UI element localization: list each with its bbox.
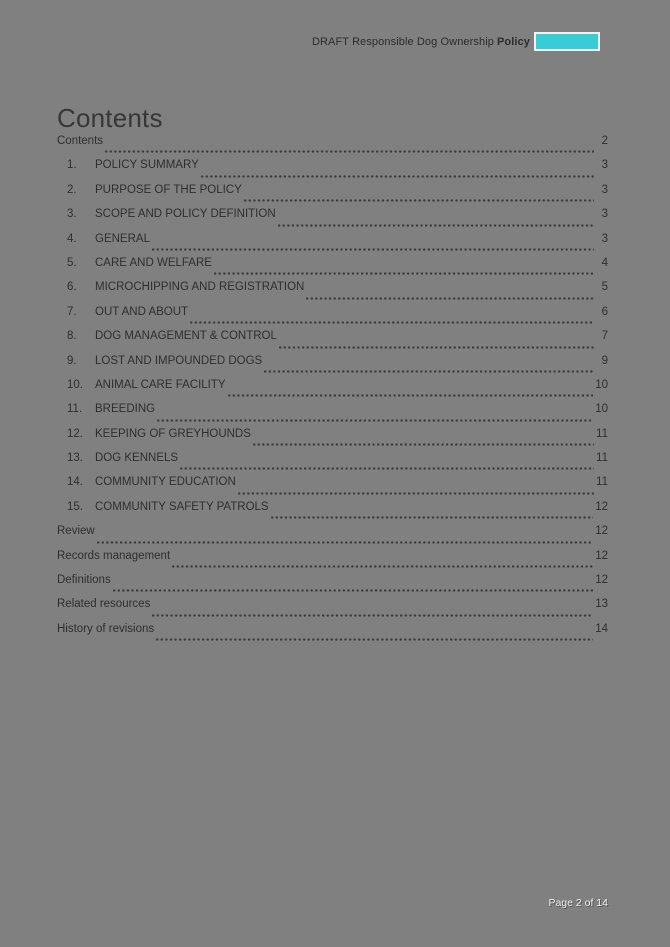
dot-leader — [271, 516, 594, 519]
header-title-bold: Policy — [496, 35, 530, 48]
toc-entry[interactable] — [57, 330, 608, 354]
toc-entry-number: 1. — [67, 159, 77, 172]
dot-leader — [105, 150, 594, 153]
header-title-regular: DRAFT Responsible Dog Ownership — [311, 35, 494, 48]
toc-entry[interactable] — [57, 525, 608, 549]
toc-entry-label: Contents — [57, 135, 104, 147]
toc-entry-number: 9. — [67, 354, 77, 367]
toc-entry-page: 5 — [601, 281, 608, 294]
toc-entry-page: 6 — [601, 305, 608, 318]
toc-entry[interactable] — [57, 574, 608, 598]
toc-entry-label: CARE AND WELFARE — [95, 256, 212, 269]
toc-entry-number: 11. — [67, 403, 83, 416]
toc-entry-label: PURPOSE OF THE POLICY — [95, 183, 242, 196]
toc-entry-number: 2. — [67, 183, 77, 196]
toc-entry[interactable] — [57, 355, 608, 379]
toc-entry[interactable] — [57, 135, 608, 159]
toc-entry-page: 3 — [601, 159, 608, 172]
toc-entry-label: MICROCHIPPING AND REGISTRATION — [95, 281, 305, 294]
toc-entry-page: 3 — [601, 232, 608, 245]
toc-entry[interactable] — [57, 623, 608, 647]
dot-leader — [152, 248, 594, 251]
toc-entry[interactable] — [57, 257, 608, 281]
page-number-footer: Page 2 of 14 — [548, 897, 608, 909]
toc-entry-number: 12. — [67, 427, 83, 440]
toc-entry-label: COMMUNITY SAFETY PATROLS — [95, 500, 269, 513]
toc-entry[interactable] — [57, 476, 608, 500]
dot-leader — [180, 467, 594, 470]
dot-leader — [156, 638, 593, 641]
dot-leader — [152, 614, 593, 617]
toc-entry-page: 11 — [596, 452, 608, 465]
dot-leader — [97, 541, 593, 544]
toc-entry-page: 10 — [595, 403, 608, 416]
toc-entry-number: 8. — [67, 330, 77, 343]
toc-entry-number: 3. — [67, 208, 77, 221]
toc-entry-page: 11 — [596, 476, 608, 489]
toc-entry-label: LOST AND IMPOUNDED DOGS — [95, 354, 263, 367]
toc-entry-label: KEEPING OF GREYHOUNDS — [95, 427, 251, 440]
toc-entry-label: History of revisions — [57, 622, 155, 635]
toc-entry-label: COMMUNITY EDUCATION — [95, 476, 236, 489]
table-of-contents — [57, 135, 608, 647]
toc-entry-number: 14. — [67, 476, 83, 489]
toc-entry-label: BREEDING — [95, 403, 156, 416]
dot-leader — [157, 419, 593, 422]
toc-entry-page: 2 — [601, 135, 608, 147]
header-accent-box — [534, 32, 600, 51]
toc-entry-label: DOG MANAGEMENT & CONTROL — [95, 330, 277, 343]
toc-entry-number: 15. — [67, 500, 83, 513]
toc-entry-number: 13. — [67, 452, 83, 465]
toc-entry-page: 11 — [596, 427, 608, 440]
toc-entry-label: ANIMAL CARE FACILITY — [95, 378, 226, 391]
toc-entry-page: 9 — [601, 354, 608, 367]
toc-entry[interactable] — [57, 501, 608, 525]
toc-entry[interactable] — [57, 281, 608, 305]
toc-entry-page: 4 — [601, 256, 608, 269]
dot-leader — [244, 199, 594, 202]
dot-leader — [264, 370, 594, 373]
dot-leader — [201, 175, 594, 178]
dot-leader — [113, 589, 594, 592]
toc-entry-page: 3 — [601, 183, 608, 196]
dot-leader — [214, 272, 594, 275]
dot-leader — [253, 443, 594, 446]
toc-entry[interactable] — [57, 306, 608, 330]
toc-entry[interactable] — [57, 159, 608, 183]
toc-entry-page: 12 — [595, 525, 608, 538]
toc-entry[interactable] — [57, 598, 608, 622]
toc-entry-page: 10 — [595, 378, 608, 391]
toc-entry-number: 5. — [67, 256, 77, 269]
toc-entry-page: 12 — [595, 500, 608, 513]
toc-entry[interactable] — [57, 403, 608, 427]
toc-entry-label: DOG KENNELS — [95, 452, 179, 465]
toc-entry[interactable] — [57, 428, 608, 452]
toc-entry-number: 7. — [67, 305, 77, 318]
dot-leader — [279, 346, 594, 349]
toc-entry-label: POLICY SUMMARY — [95, 159, 199, 172]
toc-entry[interactable] — [57, 452, 608, 476]
dot-leader — [278, 224, 594, 227]
toc-entry[interactable] — [57, 208, 608, 232]
toc-entry-label: SCOPE AND POLICY DEFINITION — [95, 208, 276, 221]
toc-entry-page: 12 — [595, 574, 608, 587]
toc-entry[interactable] — [57, 184, 608, 208]
dot-leader — [238, 492, 594, 495]
dot-leader — [190, 321, 594, 324]
toc-entry-number: 6. — [67, 281, 77, 294]
toc-entry-label: Review — [57, 525, 95, 538]
page-title: Contents — [57, 103, 163, 133]
dot-leader — [228, 394, 594, 397]
dot-leader — [172, 565, 593, 568]
toc-entry-label: Related resources — [57, 598, 151, 611]
toc-entry-page: 14 — [595, 622, 608, 635]
toc-entry-page: 13 — [595, 598, 608, 611]
toc-entry-page: 7 — [601, 330, 608, 343]
toc-entry[interactable] — [57, 379, 608, 403]
toc-entry-label: OUT AND ABOUT — [95, 305, 189, 318]
toc-entry-page: 3 — [601, 208, 608, 221]
toc-entry[interactable] — [57, 233, 608, 257]
document-header — [312, 32, 600, 51]
toc-entry-page: 12 — [595, 549, 608, 562]
toc-entry[interactable] — [57, 550, 608, 574]
dot-leader — [306, 297, 594, 300]
toc-entry-number: 10. — [67, 378, 83, 391]
toc-entry-label: Definitions — [57, 574, 111, 587]
toc-entry-number: 4. — [67, 232, 77, 245]
toc-entry-label: GENERAL — [95, 232, 150, 245]
toc-entry-label: Records management — [57, 549, 171, 562]
